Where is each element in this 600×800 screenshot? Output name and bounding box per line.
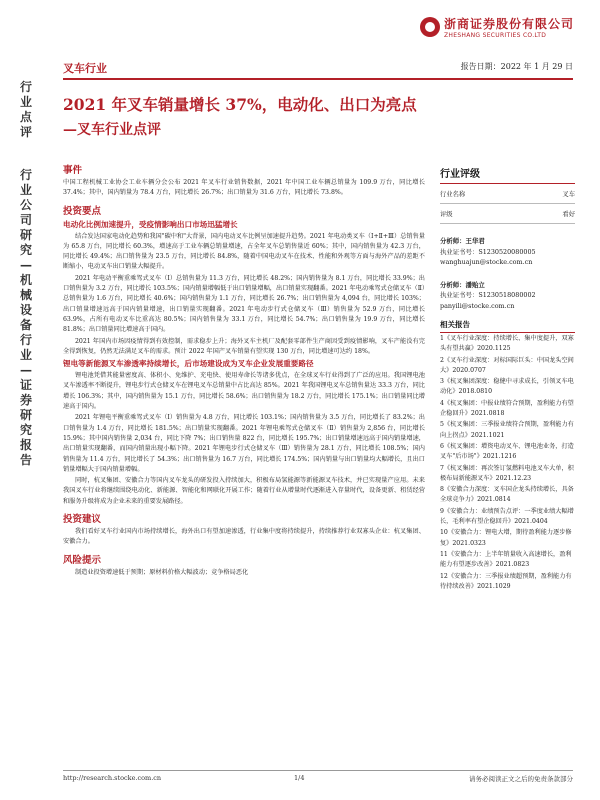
related-heading: 相关报告 (440, 319, 575, 333)
analyst-block (440, 280, 575, 312)
analyst-block (440, 236, 575, 268)
event-heading: 事件 (63, 165, 83, 176)
logo-cn: 浙商证券股份有限公司 (444, 17, 575, 31)
advice-heading: 投资建议 (63, 514, 102, 526)
logo-mark-icon (420, 17, 440, 37)
point2-text-3: 同时，杭叉集团、安徽合力等国内叉车龙头的研发投入持续加大，积极布局氢能源等新能源叉车技术，并已实现量产应用。未来我国叉车行业将继续围绕电动化、新能源、智能化和网联化开展工作；随着行业从增量时代逐渐进入存量时代，设备更新、租赁经营和服务升级将成为企业未来的重要发展路径。 (63, 477, 425, 505)
page-subtitle: —叉车行业点评 (63, 122, 161, 138)
rating-heading: 行业评级 (440, 165, 575, 184)
related-report[interactable]: 3《杭叉集团深度：稳健中寻求成长，引领叉车电动化》2018.0810 (440, 378, 574, 396)
related-report[interactable]: 8《安徽合力深度：叉车国企龙头持续增长，具备全球竞争力》2021.0814 (440, 486, 574, 504)
related-report[interactable]: 12《安徽合力：三季报业绩超预期，盈利能力有待持续改善》2021.1029 (440, 572, 572, 590)
vertical-label-2: 行业公司研究—机械设备行业—证券研究报告 (19, 168, 32, 467)
category-title: 叉车行业 (63, 62, 107, 75)
point1-text-2: 2021 年电动平衡重乘驾式叉车（Ⅰ）总销售量为 11.3 万台，同比增长 48.2%；国内销售量为 8.1 万台，同比增长 33.9%；出口销售量为 3.2 万台，同比增长 103.5%；国内销量增幅低于出口销量增幅，出口销量实现翻番。2021 年电动乘驾式仓储叉车（Ⅱ）总销售量为 1.6 万台，同比增长 40.6%；国内销售量为 1.1 万台，同比增长 26.7%；出口销售量为 4,094 台，同比增长 103%；出口销量增速远高于国内销量增速，出口销量实现翻番。2021 年电动步行式仓储叉车（Ⅲ）销售量为 52.9 万台，同比增长 63.9%，占所有电动叉车比重高达 80.5%；国内销售量为 33.1 万台，同比增长 54.7%；出口销售量为 19.9 万台，同比增长 81.8%；出口销量同比增速高于国内。 (63, 274, 425, 334)
company-logo (420, 15, 574, 39)
related-report[interactable]: 6《杭叉集团：增资电动叉车、锂电池业务，打造叉车"后市场"》2021.1216 (440, 442, 574, 461)
rating-row (440, 204, 575, 224)
related-report[interactable]: 7《杭叉集团：再次签订氢燃料电池叉车大单，积极布局新能源叉车》2021.12.23 (440, 464, 574, 482)
risk-text: 制造业投资增速低于预期；原材料价格大幅波动；竞争格局恶化 (75, 568, 249, 576)
related-report[interactable]: 9《安徽合力：业绩预告点评：一季度业绩大幅增长，毛利率有望企稳回升》2021.0404 (440, 507, 574, 526)
vertical-label-1: 行业点评 (19, 80, 32, 139)
rating-row (440, 184, 575, 204)
advice-text: 我们看好叉车行业国内市场持续增长，海外出口有望加速渗透，行业集中度将持续提升，持续推荐行业双寡头企业：杭叉集团、安徽合力。 (63, 528, 425, 546)
main-column (63, 158, 425, 579)
footer-url[interactable]: http://research.stocke.com.cn (63, 774, 162, 782)
related-report[interactable]: 1《叉车行业深度：持续增长、集中度提升，双寡头有望共赢》2020.1125 (440, 335, 574, 353)
related-report[interactable]: 11《安徽合力：上半年销量收入高速增长，盈利能力有望逐步改善》2021.0823 (440, 550, 572, 569)
point1-heading: 电动化比例加速提升，受疫情影响出口市场迅猛增长 (63, 219, 238, 229)
point1-text-3: 2021 年国内市场因疫情得到有效控制，需求稳步上升；海外叉车主机厂及配套零部件生产商因受到疫情影响，叉车产能没有完全得到恢复，仍然无法满足叉车的需求。预计 2022 年国产叉车销量有望实现 130 万台，同比增速可达约 18%。 (63, 337, 425, 355)
analyst-email[interactable]: wanghuajun@stocke.com.cn (440, 258, 533, 266)
event-text: 中国工程机械工业协会工业车辆分会公布 2021 年叉车行业销售数据，2021 年中国工业车辆总销量为 109.9 万台，同比增长 37.4%；其中，国内销量为 78.4 万台，同比增长 26.7%；出口销量为 31.6 万台，同比增长 73.8%。 (63, 179, 425, 197)
analyst-name: 分析师：潘贻立 (440, 280, 485, 289)
invest-heading: 投资要点 (63, 205, 102, 217)
rating-value: 叉车 (562, 191, 575, 198)
point2-text-1: 锂电池凭借其能量密度高、体积小、免维护、充电快、使用寿命长等诸多优点，在全球叉车行业得到了广泛的应用。我国锂电池叉车渗透率不断提升，锂电步行式仓储叉车在锂电叉车总销量中占比高达 85%。2021 年我国锂电叉车总销售量达 33.3 万台，同比增长 106.3%；其中，国内销售量为 15.1 万台，同比增长 58.6%；出口销售量为 18.2 万台，同比增长 175.1%；出口销量同比增速高于国内。 (63, 372, 425, 411)
analyst-name: 分析师：王华君 (440, 237, 485, 245)
related-report[interactable]: 5《杭叉集团：三季报业绩符合预期，盈利能力有向上拐点》2021.1021 (440, 421, 574, 439)
analyst-cert: 执业证书号：S1230518080002 (440, 291, 536, 299)
analyst-cert: 执业证书号：S1230520080005 (440, 247, 536, 256)
rating-value: 看好 (562, 211, 575, 218)
point1-text-1: 结合发达国家电动化趋势和我国"碳中和"大背景，国内电动叉车比例呈加速提升趋势。2021 年电动类叉车（Ⅰ+Ⅱ+Ⅲ）总销售量为 65.8 万台，同比增长 60.3%，增速高于工业车辆总销量增速，占全年叉车总销售量近 60%；其中，国内销售量为 42.3 万台，同比增长 49.4%；出口销售量为 23.5 万台，同比增长 84.8%，随着中国电动叉车在技术、性能和外观等方面与海外产品的差距不断缩小，电动叉车出口销量大幅提升。 (63, 232, 425, 271)
rating-key: 评级 (440, 211, 453, 218)
related-report[interactable]: 2《叉车行业深度：对标国际巨头：中国龙头空间大》2020.0707 (440, 356, 574, 374)
risk-heading: 风险提示 (63, 554, 102, 566)
report-date: 报告日期：2022 年 1 月 29 日 (460, 62, 573, 71)
point2-text-2: 2021 年锂电平衡重乘驾式叉车（Ⅰ）销售量为 4.8 万台，同比增长 103.1%；国内销售量为 3.5 万台，同比增长了 83.2%；出口销售量为 1.4 万台，同比增长 181.5%；出口销量实现翻番。2021 年锂电乘驾式仓储叉车（Ⅱ）销售量为 2,856 台，同比增长 15.9%；其中国内销售量 2,034 台，同比下降 7%；出口销售量 822 台，同比增长 195.7%；出口销量增速远高于国内销量增速，出口销量实现翻番，而国内销量出现小幅下降。2021 年锂电步行式仓储叉车（Ⅲ）销售量为 28.1 万台，同比增长 108.5%；国内销售量为 11.4 万台，同比增长了 54.3%；出口销售量为 16.7 万台，同比增长 174.5%；国内销量与出口销量均大幅增长，且出口销量增幅大于国内销量增幅。 (63, 414, 425, 473)
logo-en: ZHESHANG SECURITIES CO.LTD (444, 32, 547, 39)
analyst-email[interactable]: panyili@stocke.com.cn (440, 301, 515, 310)
page-number: 1/4 (294, 774, 305, 782)
header-divider (63, 78, 573, 80)
sidebar (440, 165, 575, 592)
related-report[interactable]: 4《杭叉集团：中报业绩符合预期，盈利能力有望企稳回升》2021.0818 (440, 399, 574, 418)
disclaimer-note: 请务必阅读正文之后的免责条款部分 (469, 775, 573, 783)
footer-divider (63, 770, 573, 771)
related-report[interactable]: 10《安徽合力：锂电大增，期待盈利能力逐步修复》2021.0323 (440, 529, 572, 547)
rating-key: 行业名称 (440, 191, 466, 198)
point2-heading: 锂电等新能源叉车渗透率持续增长，后市场建设成为叉车企业发展重要路径 (63, 359, 314, 369)
page-title: 2021 年叉车销量增长 37%，电动化、出口为亮点 (63, 95, 417, 114)
